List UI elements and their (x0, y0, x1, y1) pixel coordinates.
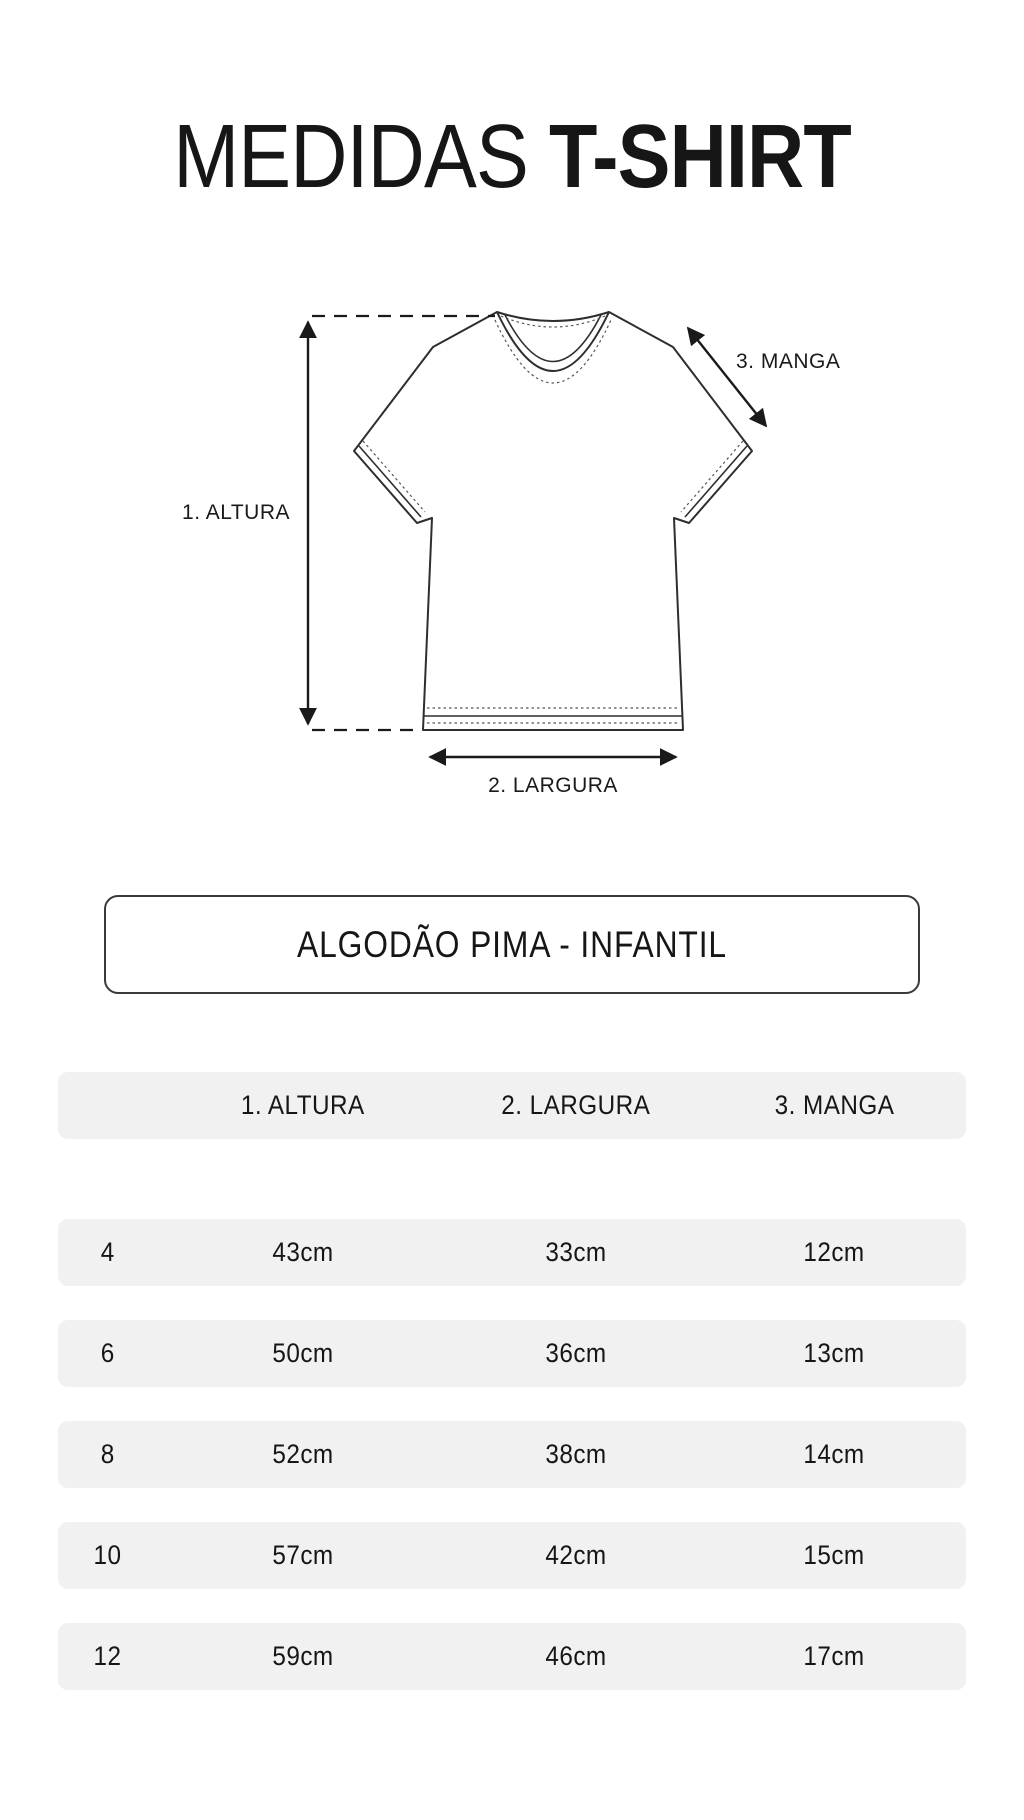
largura-label: 2. LARGURA (488, 774, 618, 797)
manga-value: 13cm (803, 1338, 865, 1368)
fabric-info-box (104, 895, 920, 994)
size-table-header (58, 1072, 966, 1139)
size-value: 10 (93, 1540, 122, 1570)
tshirt-measurement-diagram (0, 240, 1024, 820)
manga-value: 15cm (803, 1540, 865, 1570)
altura-label: 1. ALTURA (182, 501, 290, 524)
size-table (58, 1072, 966, 1724)
table-row-size-8 (58, 1421, 966, 1488)
table-row-size-12 (58, 1623, 966, 1690)
manga-value: 17cm (803, 1641, 865, 1671)
largura-value: 33cm (544, 1237, 607, 1267)
table-row-size-10 (58, 1522, 966, 1589)
altura-value: 59cm (272, 1641, 334, 1671)
table-row-size-6 (58, 1320, 966, 1387)
altura-value: 57cm (272, 1540, 334, 1570)
altura-value: 50cm (272, 1338, 334, 1368)
header-largura: 2. LARGURA (501, 1090, 651, 1120)
table-row-size-4 (58, 1219, 966, 1286)
page-title-bold: T-SHIRT (549, 107, 851, 207)
manga-label: 3. MANGA (736, 350, 841, 373)
largura-value: 36cm (544, 1338, 607, 1368)
page-title (0, 107, 1024, 207)
fabric-info-label: ALGODÃO PIMA - INFANTIL (297, 923, 727, 965)
altura-value: 52cm (272, 1439, 334, 1469)
largura-value: 42cm (544, 1540, 607, 1570)
size-value: 8 (100, 1439, 115, 1469)
size-value: 4 (100, 1237, 115, 1267)
tshirt-technical-drawing-svg (0, 240, 1024, 820)
largura-value: 46cm (544, 1641, 607, 1671)
header-size-column (58, 1090, 158, 1121)
header-manga: 3. MANGA (774, 1090, 895, 1120)
size-value: 6 (100, 1338, 115, 1368)
largura-value: 38cm (544, 1439, 607, 1469)
manga-value: 12cm (803, 1237, 865, 1267)
tshirt-outline (354, 312, 752, 730)
header-altura: 1. ALTURA (241, 1090, 366, 1120)
altura-value: 43cm (272, 1237, 334, 1267)
page-title-regular: MEDIDAS (173, 107, 528, 207)
manga-value: 14cm (803, 1439, 865, 1469)
size-value: 12 (93, 1641, 122, 1671)
